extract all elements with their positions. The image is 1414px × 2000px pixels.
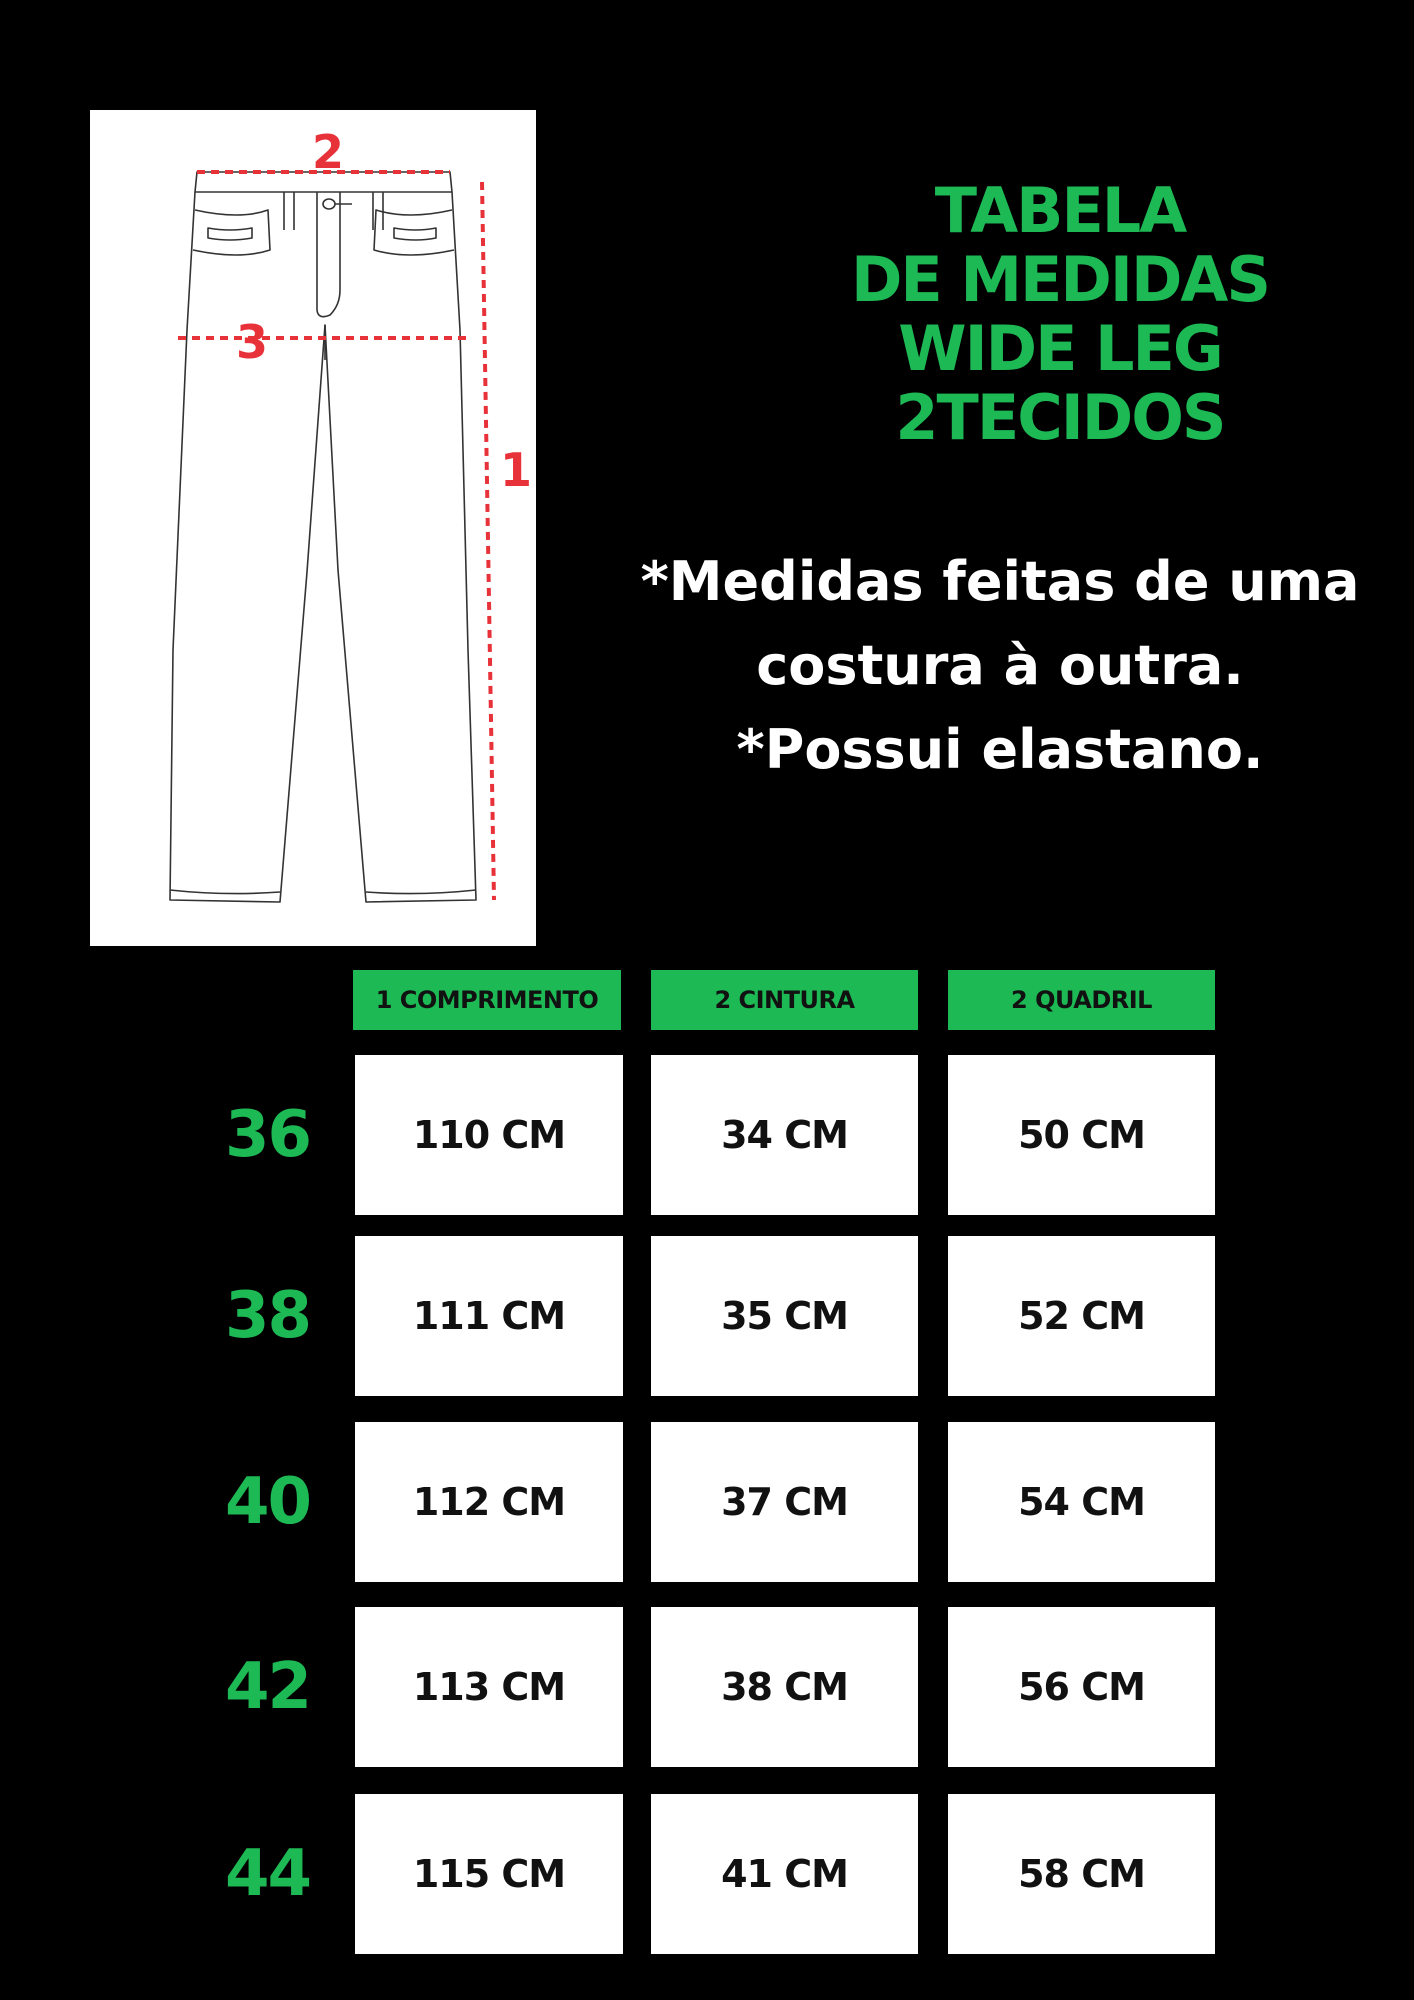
table-cell-waist: 38 CM: [651, 1607, 918, 1767]
measurement-notes: [630, 540, 1370, 792]
size-label: 44: [224, 1837, 310, 1911]
table-cell-waist: 37 CM: [651, 1422, 918, 1582]
size-label: 42: [224, 1650, 310, 1724]
marker-hip: 3: [236, 315, 269, 369]
table-cell-hip: 56 CM: [948, 1607, 1215, 1767]
table-cell-length: 111 CM: [355, 1236, 623, 1396]
jeans-outline-icon: [90, 110, 536, 946]
table-cell-length: 110 CM: [355, 1055, 623, 1215]
size-label: 40: [224, 1465, 310, 1539]
title-line: DE MEDIDAS: [850, 243, 1270, 316]
table-cell-waist: 41 CM: [651, 1794, 918, 1954]
table-cell-length: 113 CM: [355, 1607, 623, 1767]
column-header-length: 1 COMPRIMENTO: [353, 970, 621, 1030]
size-label: 38: [224, 1279, 310, 1353]
marker-length: 1: [500, 443, 533, 497]
jeans-diagram-card: [90, 110, 536, 946]
table-cell-waist: 34 CM: [651, 1055, 918, 1215]
table-cell-hip: 50 CM: [948, 1055, 1215, 1215]
table-cell-hip: 52 CM: [948, 1236, 1215, 1396]
column-header-waist: 2 CINTURA: [651, 970, 918, 1030]
note-line: *Medidas feitas de uma: [640, 550, 1360, 613]
table-cell-hip: 54 CM: [948, 1422, 1215, 1582]
table-cell-hip: 58 CM: [948, 1794, 1215, 1954]
note-line: costura à outra.: [756, 634, 1244, 697]
marker-waist: 2: [312, 125, 345, 179]
table-cell-length: 115 CM: [355, 1794, 623, 1954]
title-line: WIDE LEG: [898, 312, 1222, 385]
title-line: TABELA: [934, 174, 1186, 247]
size-label: 36: [224, 1098, 310, 1172]
page-title: [760, 176, 1360, 452]
note-line: *Possui elastano.: [736, 718, 1264, 781]
table-cell-waist: 35 CM: [651, 1236, 918, 1396]
table-cell-length: 112 CM: [355, 1422, 623, 1582]
title-line: 2TECIDOS: [895, 381, 1225, 454]
column-header-hip: 2 QUADRIL: [948, 970, 1215, 1030]
